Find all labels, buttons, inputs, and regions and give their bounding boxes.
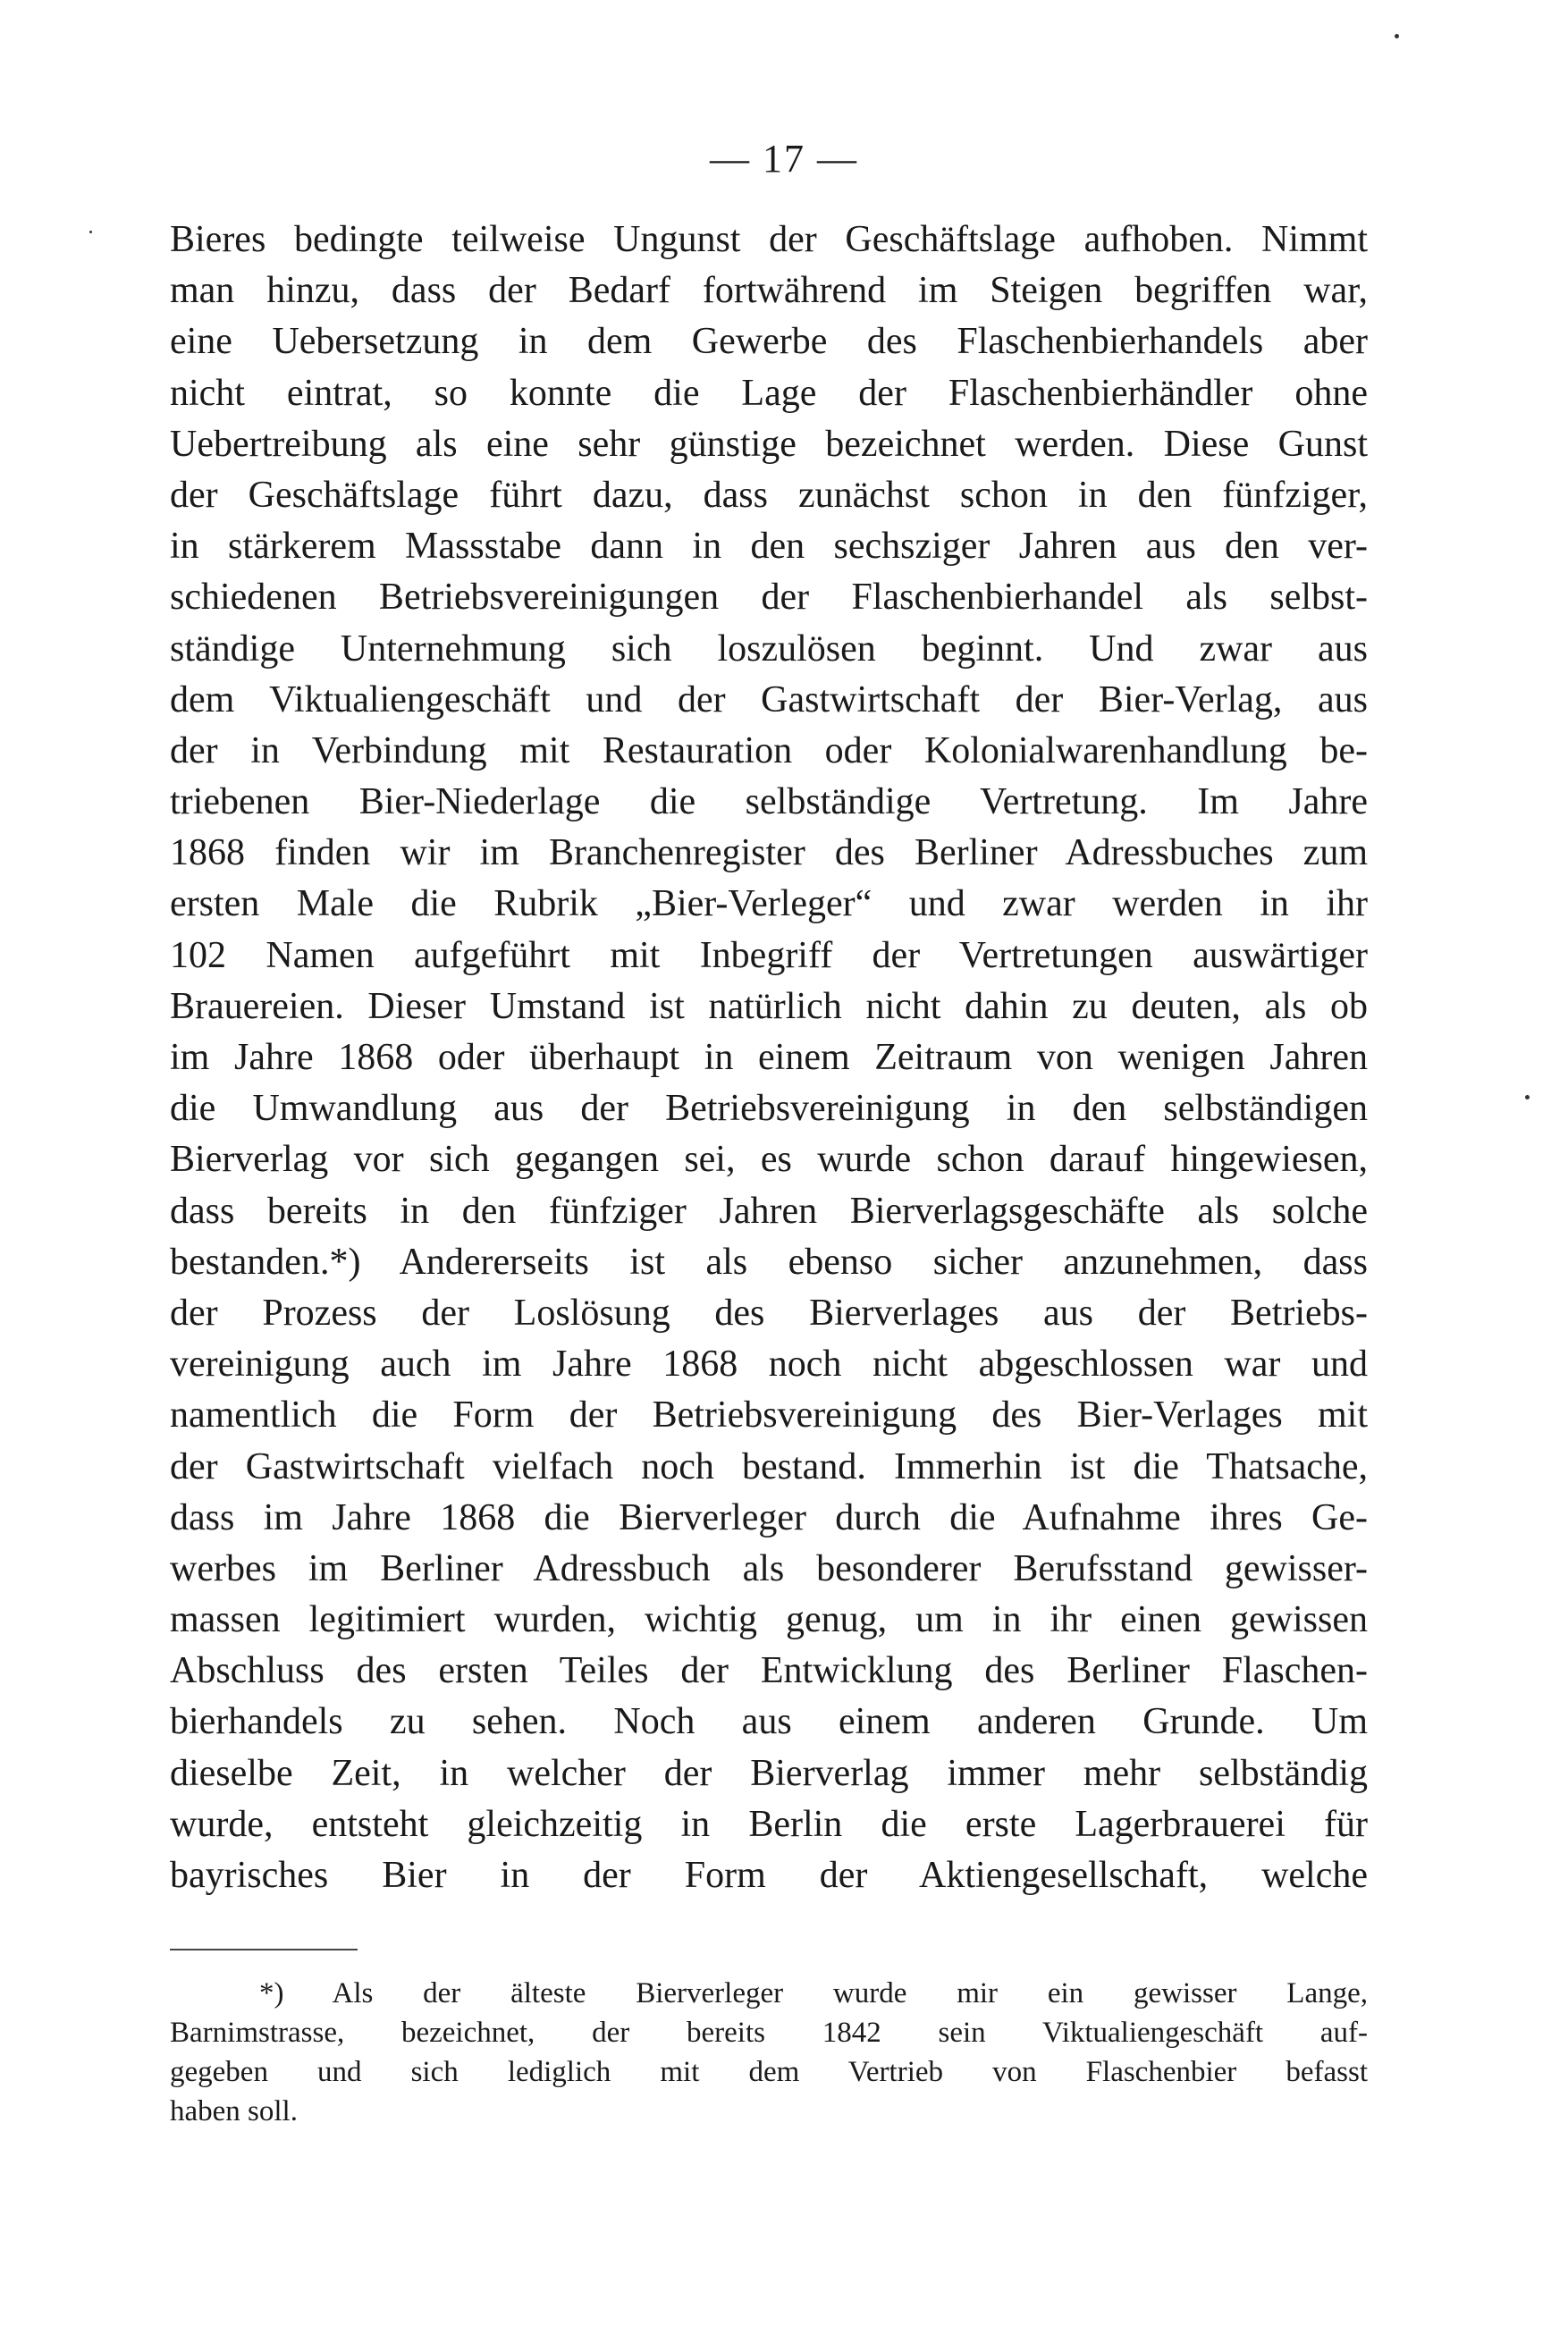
body-line: Brauereien. Dieser Umstand ist natürlich nicht dahin zu deuten, als ob bbox=[170, 985, 1368, 1027]
body-line: nicht eintrat, so konnte die Lage der Flaschenbierhändler ohne bbox=[170, 372, 1368, 414]
body-line: Uebertreibung als eine sehr günstige bezeichnet werden. Diese Gunst bbox=[170, 423, 1368, 465]
footnote-line: gegeben und sich lediglich mit dem Vertrieb von Flaschenbier befasst bbox=[170, 2056, 1368, 2088]
body-line: dass im Jahre 1868 die Bierverleger durch die Aufnahme ihres Ge- bbox=[170, 1496, 1368, 1538]
body-line: 1868 finden wir im Branchenregister des Berliner Adressbuches zum bbox=[170, 832, 1368, 874]
body-line: bestanden.*) Andererseits ist als ebenso sicher anzunehmen, dass bbox=[170, 1241, 1368, 1283]
body-line: in stärkerem Massstabe dann in den sechsziger Jahren aus den ver- bbox=[170, 526, 1368, 568]
body-line: der Gastwirtschaft vielfach noch bestand. Immerhin ist die Thatsache, bbox=[170, 1445, 1368, 1487]
scan-speck bbox=[1395, 34, 1399, 38]
footnote-line: Barnimstrasse, bezeichnet, der bereits 1842 sein Viktualiengeschäft auf- bbox=[170, 2017, 1368, 2049]
body-line: 102 Namen aufgeführt mit Inbegriff der Vertretungen auswärtiger bbox=[170, 934, 1368, 976]
body-line: im Jahre 1868 oder überhaupt in einem Zeitraum von wenigen Jahren bbox=[170, 1037, 1368, 1078]
footnote-divider bbox=[170, 1949, 358, 1950]
footnote bbox=[170, 1974, 1368, 2131]
body-line: wurde, entsteht gleichzeitig in Berlin die erste Lagerbrauerei für bbox=[170, 1803, 1368, 1845]
body-line: dieselbe Zeit, in welcher der Bierverlag immer mehr selbständig bbox=[170, 1752, 1368, 1794]
footnote-line: *) Als der älteste Bierverleger wurde mir ein gewisser Lange, bbox=[259, 1977, 1368, 2009]
body-line: Abschluss des ersten Teiles der Entwicklung des Berliner Flaschen- bbox=[170, 1650, 1368, 1692]
body-line: vereinigung auch im Jahre 1868 noch nicht abgeschlossen war und bbox=[170, 1344, 1368, 1386]
scan-speck bbox=[89, 231, 92, 233]
body-line: die Umwandlung aus der Betriebsvereinigung in den selbständigen bbox=[170, 1088, 1368, 1130]
body-line: ständige Unternehmung sich loszulösen beginnt. Und zwar aus bbox=[170, 628, 1368, 670]
body-line: massen legitimiert wurden, wichtig genug, um in ihr einen gewissen bbox=[170, 1599, 1368, 1641]
scan-speck bbox=[1525, 1095, 1530, 1099]
footnote-line: haben soll. bbox=[170, 2095, 298, 2127]
body-text bbox=[170, 215, 1368, 1901]
body-line: der Prozess der Loslösung des Bierverlages aus der Betriebs- bbox=[170, 1292, 1368, 1334]
body-line: namentlich die Form der Betriebsvereinigung des Bier-Verlages mit bbox=[170, 1394, 1368, 1436]
body-line: ersten Male die Rubrik „Bier-Verleger“ und zwar werden in ihr bbox=[170, 883, 1368, 925]
page-number: — 17 — bbox=[710, 137, 858, 181]
body-line: Bieres bedingte teilweise Ungunst der Geschäftslage aufhoben. Nimmt bbox=[170, 219, 1368, 260]
body-line: werbes im Berliner Adressbuch als besonderer Berufsstand gewisser- bbox=[170, 1547, 1368, 1589]
body-line: der Geschäftslage führt dazu, dass zunächst schon in den fünfziger, bbox=[170, 474, 1368, 516]
body-line: man hinzu, dass der Bedarf fortwährend im Steigen begriffen war, bbox=[170, 270, 1368, 312]
body-line: triebenen Bier-Niederlage die selbständige Vertretung. Im Jahre bbox=[170, 781, 1368, 823]
body-line: Bierverlag vor sich gegangen sei, es wurde schon darauf hingewiesen, bbox=[170, 1139, 1368, 1181]
body-line: dass bereits in den fünfziger Jahren Bierverlagsgeschäfte als solche bbox=[170, 1190, 1368, 1232]
body-line: bayrisches Bier in der Form der Aktiengesellschaft, welche bbox=[170, 1855, 1368, 1896]
body-line: schiedenen Betriebsvereinigungen der Flaschenbierhandel als selbst- bbox=[170, 577, 1368, 619]
body-line: eine Uebersetzung in dem Gewerbe des Flaschenbierhandels aber bbox=[170, 321, 1368, 363]
body-line: der in Verbindung mit Restauration oder Kolonialwarenhandlung be- bbox=[170, 729, 1368, 771]
body-line: bierhandels zu sehen. Noch aus einem anderen Grunde. Um bbox=[170, 1701, 1368, 1743]
body-line: dem Viktualiengeschäft und der Gastwirtschaft der Bier-Verlag, aus bbox=[170, 678, 1368, 720]
